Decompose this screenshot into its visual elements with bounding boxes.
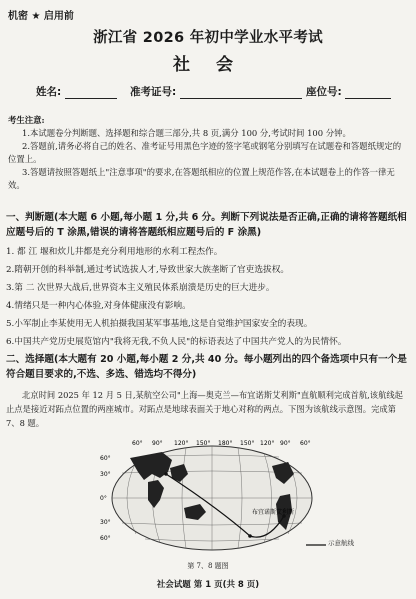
exam-title: 浙江省 2026 年初中学业水平考试 (93, 30, 323, 46)
city-label-buenos-aires: 布宜诺斯艾利斯 (252, 509, 295, 516)
lon-label: 150° (196, 440, 211, 447)
lat-label: 30° (100, 471, 111, 478)
lon-label: 120° (174, 440, 189, 447)
page-footer: 社会试题 第 1 页(共 8 页) (156, 580, 260, 590)
lon-label: 60° (300, 440, 311, 447)
notes-heading: 考生注意: (8, 115, 45, 125)
exam-number-label: 准考证号: (130, 86, 177, 98)
question-3: 3.第 二 次世界大战后,世界资本主义殖民体系崩溃是历史的巨大进步。 (6, 283, 275, 293)
question-2: 2.隋朝开创的科举制,通过考试选拔人才,导致世家大族垄断了官吏选拔权。 (6, 265, 290, 275)
lon-label: 90° (280, 440, 291, 447)
lat-label: 0° (100, 495, 107, 502)
section-1-heading: 一、判断题(本大题 6 小题,每小题 1 分,共 6 分。判断下列说法是否正确,正确的请将答题纸相应题号后的 T 涂黑,错误的请将答题纸相应题号后的 F 涂黑) (6, 212, 407, 238)
question-1: 1. 都 江 堰和炊儿井都是充分利用地形的水利工程杰作。 (6, 247, 223, 257)
lon-label: 120° (260, 440, 275, 447)
lat-label: 30° (100, 519, 111, 526)
question-4: 4.情绪只是一种内心体验,对身体健康没有影响。 (6, 301, 191, 311)
note-item: 2.答题前,请务必将自己的姓名、准考证号用黑色字迹的签字笔或钢笔分别填写在试题卷和答题纸规定的位置上。 (8, 141, 402, 164)
route-legend-line (306, 541, 326, 549)
note-item: 1.本试题卷分判断题、选择题和综合题三部分,共 8 页,满分 100 分,考试时间 100 分钟。 (22, 128, 351, 138)
name-label: 姓名: (36, 86, 62, 98)
note-item: 3.答题请按照答题纸上"注意事项"的要求,在答题纸相应的位置上规范作答,在本试题卷上的作答一律无效。 (8, 167, 395, 190)
subject-title: 社 会 (173, 55, 243, 75)
route-map (100, 438, 330, 560)
exam-number-field (130, 84, 302, 99)
lon-label: 90° (152, 440, 163, 447)
passage-7-8: 北京时间 2025 年 12 月 5 日,某航空公司"上海—奥克兰—布宜诺斯艾利斯"直航顺利完成首航,该航线起止点是接近对跖点位置的两座城市。对跖点是地球表面关于地心对称的两点。下图为该航线示意图。完成第 7、8 题。 (6, 390, 403, 428)
seat-label: 座位号: (306, 86, 342, 98)
shanghai-point (164, 472, 168, 476)
route-legend-label: 示意航线 (328, 539, 354, 547)
name-blank (65, 87, 117, 99)
map-caption: 第 7、8 题图 (187, 562, 229, 570)
lat-label: 60° (100, 535, 111, 542)
exam-number-blank (180, 87, 302, 99)
section-2-heading: 二、选择题(本大题有 20 小题,每小题 2 分,共 40 分。每小题列出的四个备选项中只有一个是符合题目要求的,不选、多选、错选均不得分) (6, 354, 407, 380)
lat-label: 60° (100, 455, 111, 462)
question-6: 6.中国共产党历史展览馆内"我将无我,不负人民"的标语表达了中国共产党人的为民情怀。 (6, 337, 347, 347)
lon-label: 180° (218, 440, 233, 447)
question-5: 5.小军制止李某使用无人机拍摄我国某军事基地,这是自觉维护国家安全的表现。 (6, 319, 313, 329)
seat-blank (345, 87, 391, 99)
confidential-label: 机密 ★ 启用前 (8, 11, 74, 22)
seat-field (306, 84, 391, 99)
lon-label: 150° (240, 440, 255, 447)
name-field (36, 84, 117, 99)
exam-notes (8, 114, 408, 192)
lon-label: 60° (132, 440, 143, 447)
auckland-point (248, 534, 252, 538)
